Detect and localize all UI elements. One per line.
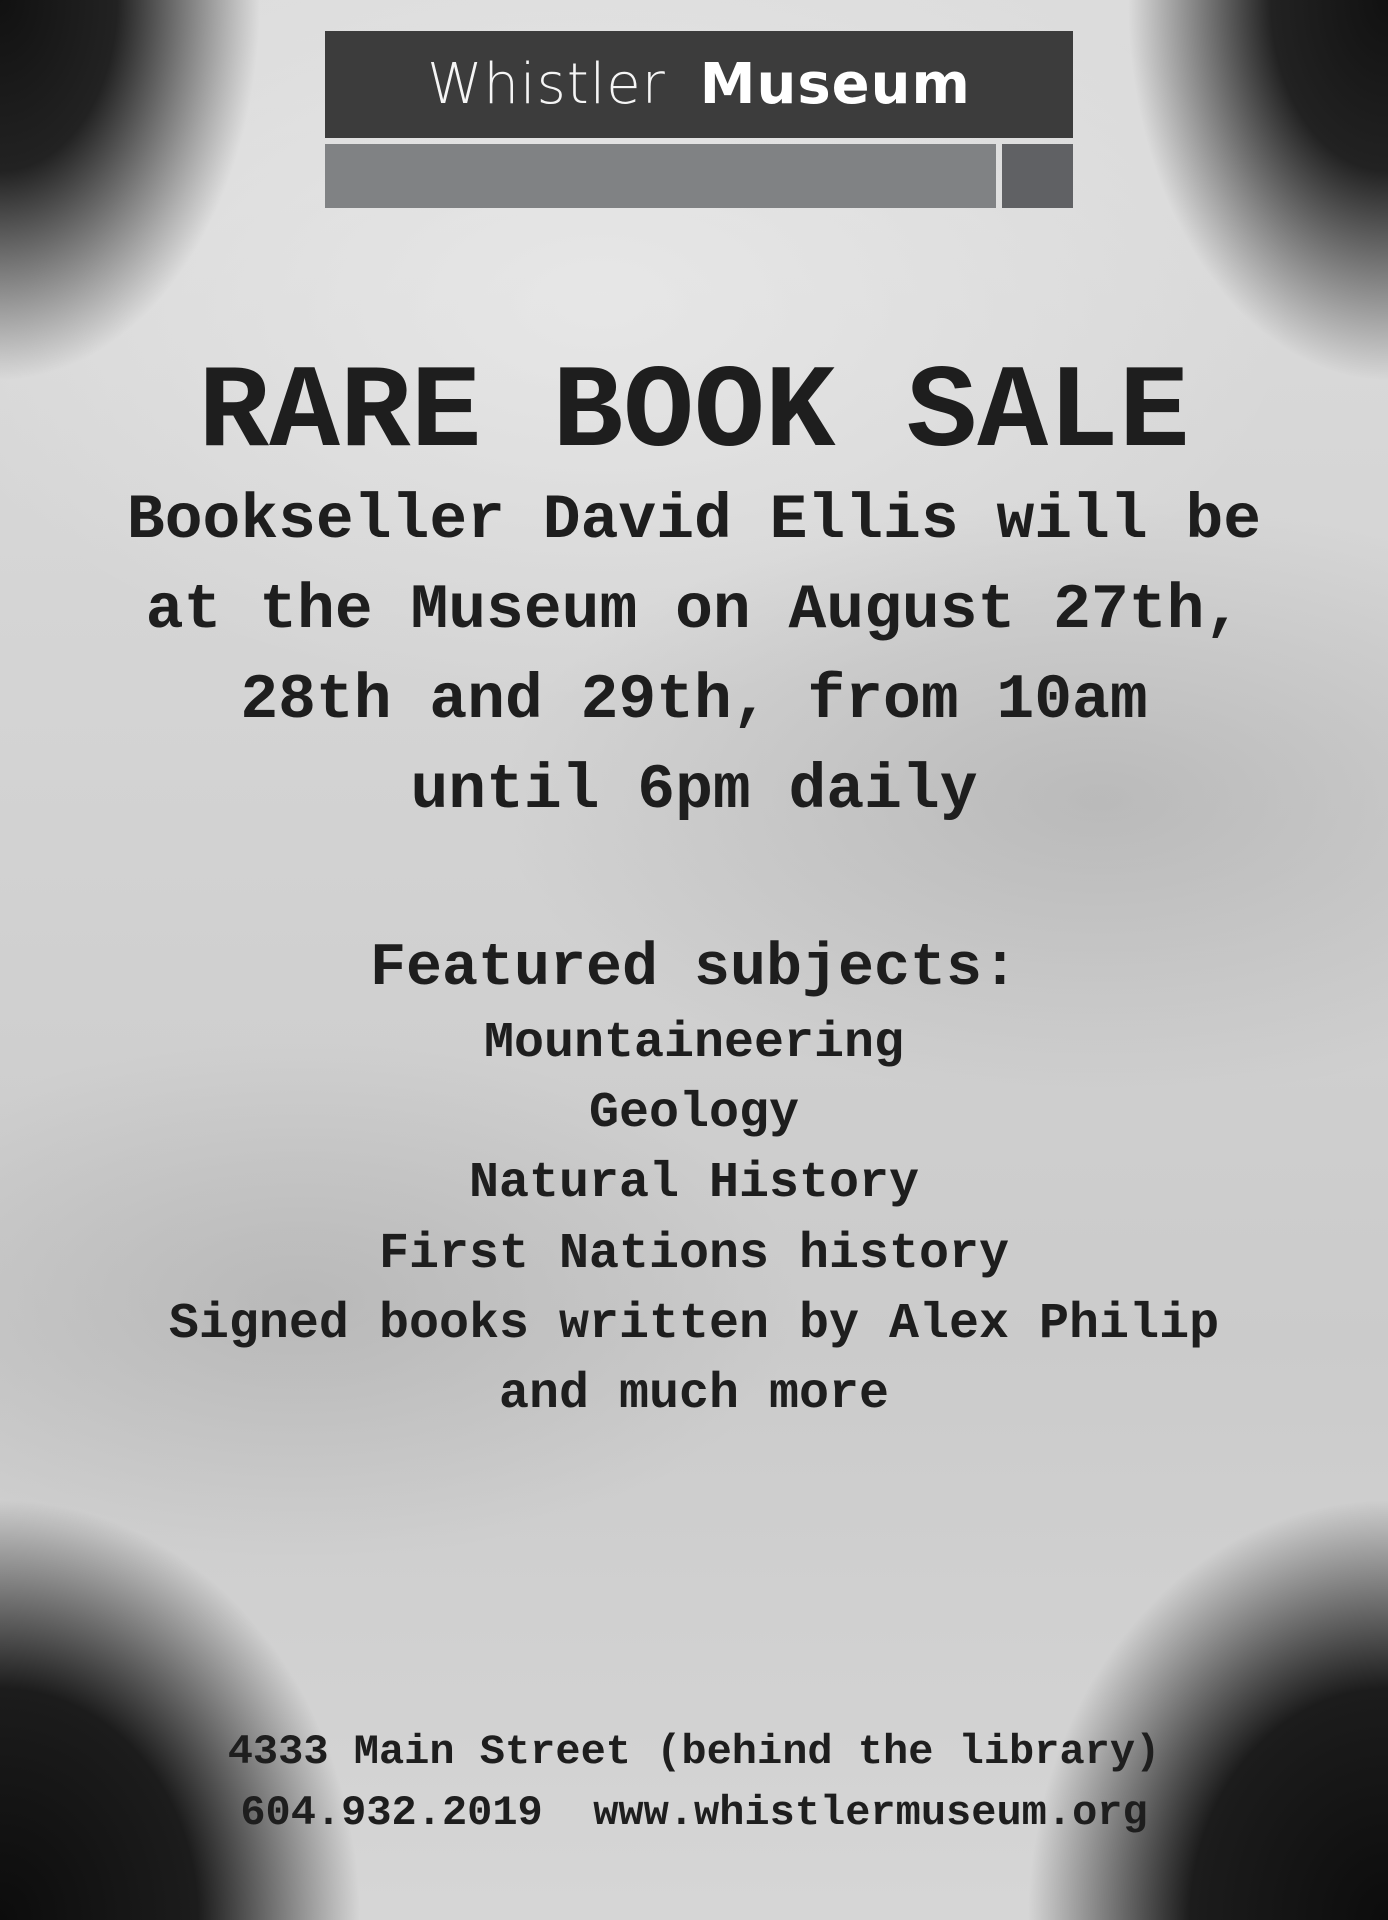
featured-heading: Featured subjects:: [369, 935, 1019, 1003]
event-description: [0, 476, 1388, 836]
description-line: 28th and 29th, from 10am: [240, 665, 1148, 736]
address: 4333 Main Street (behind the library): [227, 1728, 1161, 1776]
footer: [0, 1722, 1388, 1844]
logo-bar: [325, 144, 996, 208]
description-line: until 6pm daily: [410, 755, 978, 826]
website: www.whistlermuseum.org: [593, 1789, 1148, 1837]
phone: 604.932.2019: [240, 1789, 543, 1837]
logo-box: [1002, 144, 1073, 208]
featured-list: [0, 1009, 1388, 1430]
description-line: Bookseller David Ellis will be: [126, 485, 1262, 556]
list-item: Mountaineering: [483, 1015, 905, 1072]
list-item: and much more: [498, 1366, 890, 1424]
museum-logo: [325, 31, 1073, 208]
logo-word-whistler: Whistler: [427, 52, 666, 117]
logo-banner: [325, 31, 1073, 138]
contact-line: [0, 1783, 1388, 1844]
logo-word-museum: Museum: [699, 52, 971, 117]
list-item: Geology: [588, 1085, 800, 1143]
description-line: at the Museum on August 27th,: [145, 575, 1243, 646]
list-item: Natural History: [468, 1155, 920, 1213]
poster-title: RARE BOOK SALE: [198, 348, 1190, 481]
list-item: Signed books written by Alex Philip: [168, 1295, 1220, 1353]
list-item: First Nations history: [378, 1225, 1010, 1283]
